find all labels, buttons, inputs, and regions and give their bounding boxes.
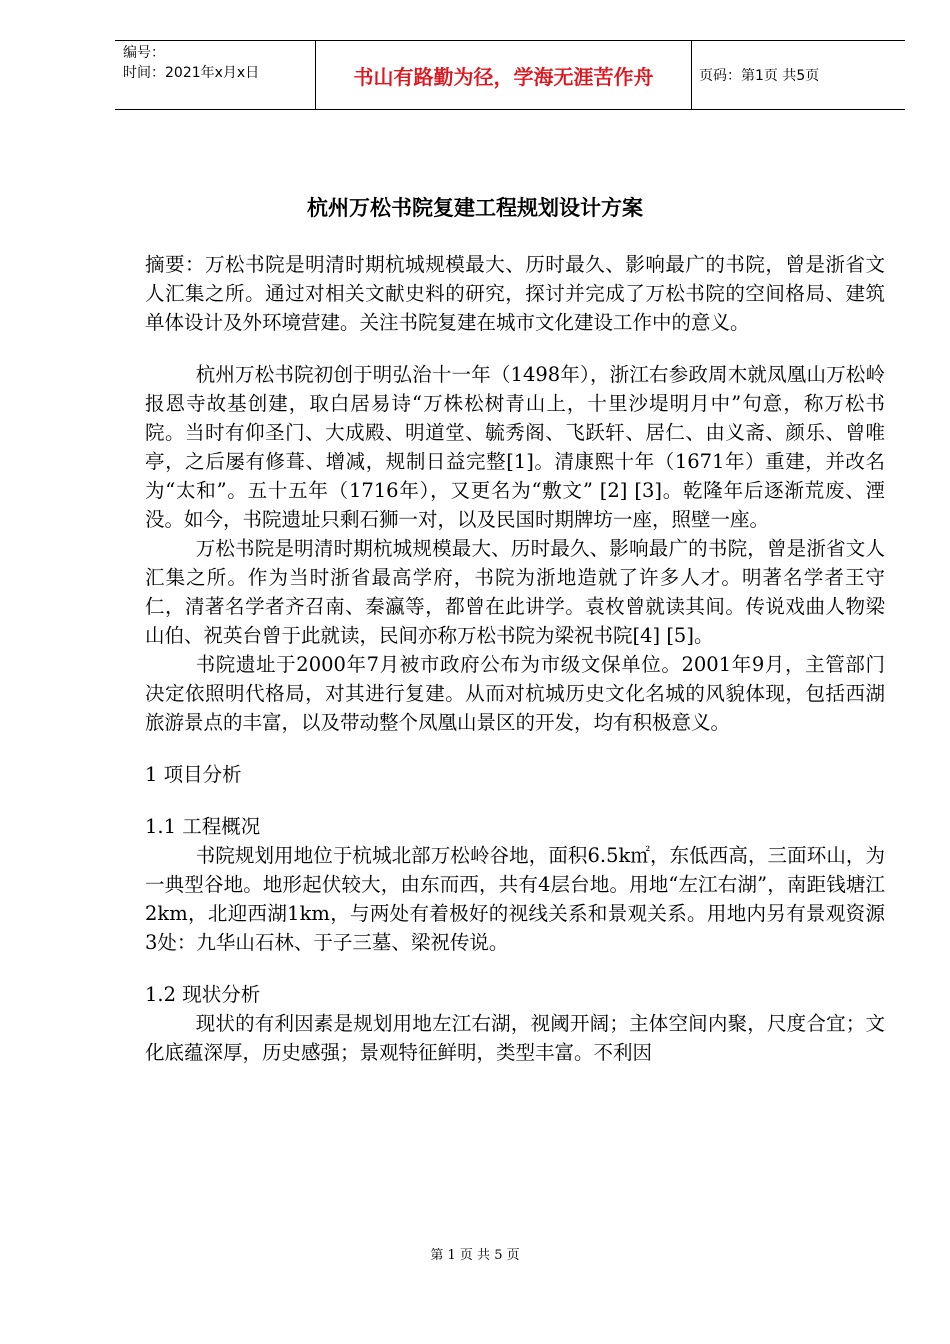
- document-body: [145, 250, 885, 1067]
- page-header: [115, 40, 905, 110]
- body-paragraph: 书院规划用地位于杭城北部万松岭谷地，面积6.5k㎡，东低西高，三面环山，为一典型谷地。地形起伏较大，由东而西，共有4层台地。用地“左江右湖”，南距钱塘江2km，北迎西湖1km，与两处有着极好的视线关系和景观关系。用地内另有景观资源3处：九华山石林、于子三墓、梁祝传说。: [145, 844, 885, 954]
- doc-number-label: 编号：: [123, 45, 165, 61]
- doc-time-label: 时间：2021年x月x日: [123, 65, 260, 81]
- header-meta: [115, 41, 315, 109]
- body-paragraph: 现状的有利因素是规划用地左江右湖，视阈开阔；主体空间内聚，尺度合宜；文化底蕴深厚，历史感强；景观特征鲜明，类型丰富。不利因: [145, 1012, 885, 1064]
- section-heading-1-2: 1.2 现状分析: [145, 983, 261, 1006]
- section-heading-1: 1 项目分析: [145, 763, 242, 786]
- abstract-paragraph: 摘要：万松书院是明清时期杭城规模最大、历时最久、影响最广的书院，曾是浙省文人汇集之所。通过对相关文献史料的研究，探讨并完成了万松书院的空间格局、建筑单体设计及外环境营建。关注书院复建在城市文化建设工作中的意义。: [145, 253, 885, 334]
- body-paragraph: 杭州万松书院初创于明弘治十一年（1498年），浙江右参政周木就凤凰山万松岭报恩寺故基创建，取白居易诗“万株松树青山上，十里沙堤明月中”句意，称万松书院。当时有仰圣门、大成殿、明道堂、毓秀阁、飞跃轩、居仁、由义斋、颜乐、曾唯亭，之后屡有修葺、增减，规制日益完整[1]。清康熙十年（1671年）重建，并改名为“太和”。五十五年（1716年），又更名为“敷文” [2] [3]。乾隆年后逐渐荒废、湮没。如今，书院遗址只剩石狮一对，以及民国时期牌坊一座，照壁一座。: [145, 363, 885, 531]
- document-title: 杭州万松书院复建工程规划设计方案: [307, 196, 643, 220]
- header-motto: 书山有路勤为径，学海无涯苦作舟: [315, 41, 692, 109]
- body-paragraph: 书院遗址于2000年7月被市政府公布为市级文保单位。2001年9月，主管部门决定依照明代格局，对其进行复建。从而对杭城历史文化名城的风貌体现，包括西湖旅游景点的丰富，以及带动整个凤凰山景区的开发，均有积极意义。: [145, 653, 885, 734]
- page-footer: 第 1 页 共 5 页: [430, 1248, 520, 1263]
- body-paragraph: 万松书院是明清时期杭城规模最大、历时最久、影响最广的书院，曾是浙省文人汇集之所。作为当时浙省最高学府，书院为浙地造就了许多人才。明著名学者王守仁，清著名学者齐召南、秦瀛等，都曾在此讲学。袁枚曾就读其间。传说戏曲人物梁山伯、祝英台曾于此就读，民间亦称万松书院为梁祝书院[4] [5]。: [145, 537, 885, 647]
- section-heading-1-1: 1.1 工程概况: [145, 815, 261, 838]
- header-page-number: 页码：第1页 共5页: [699, 68, 820, 84]
